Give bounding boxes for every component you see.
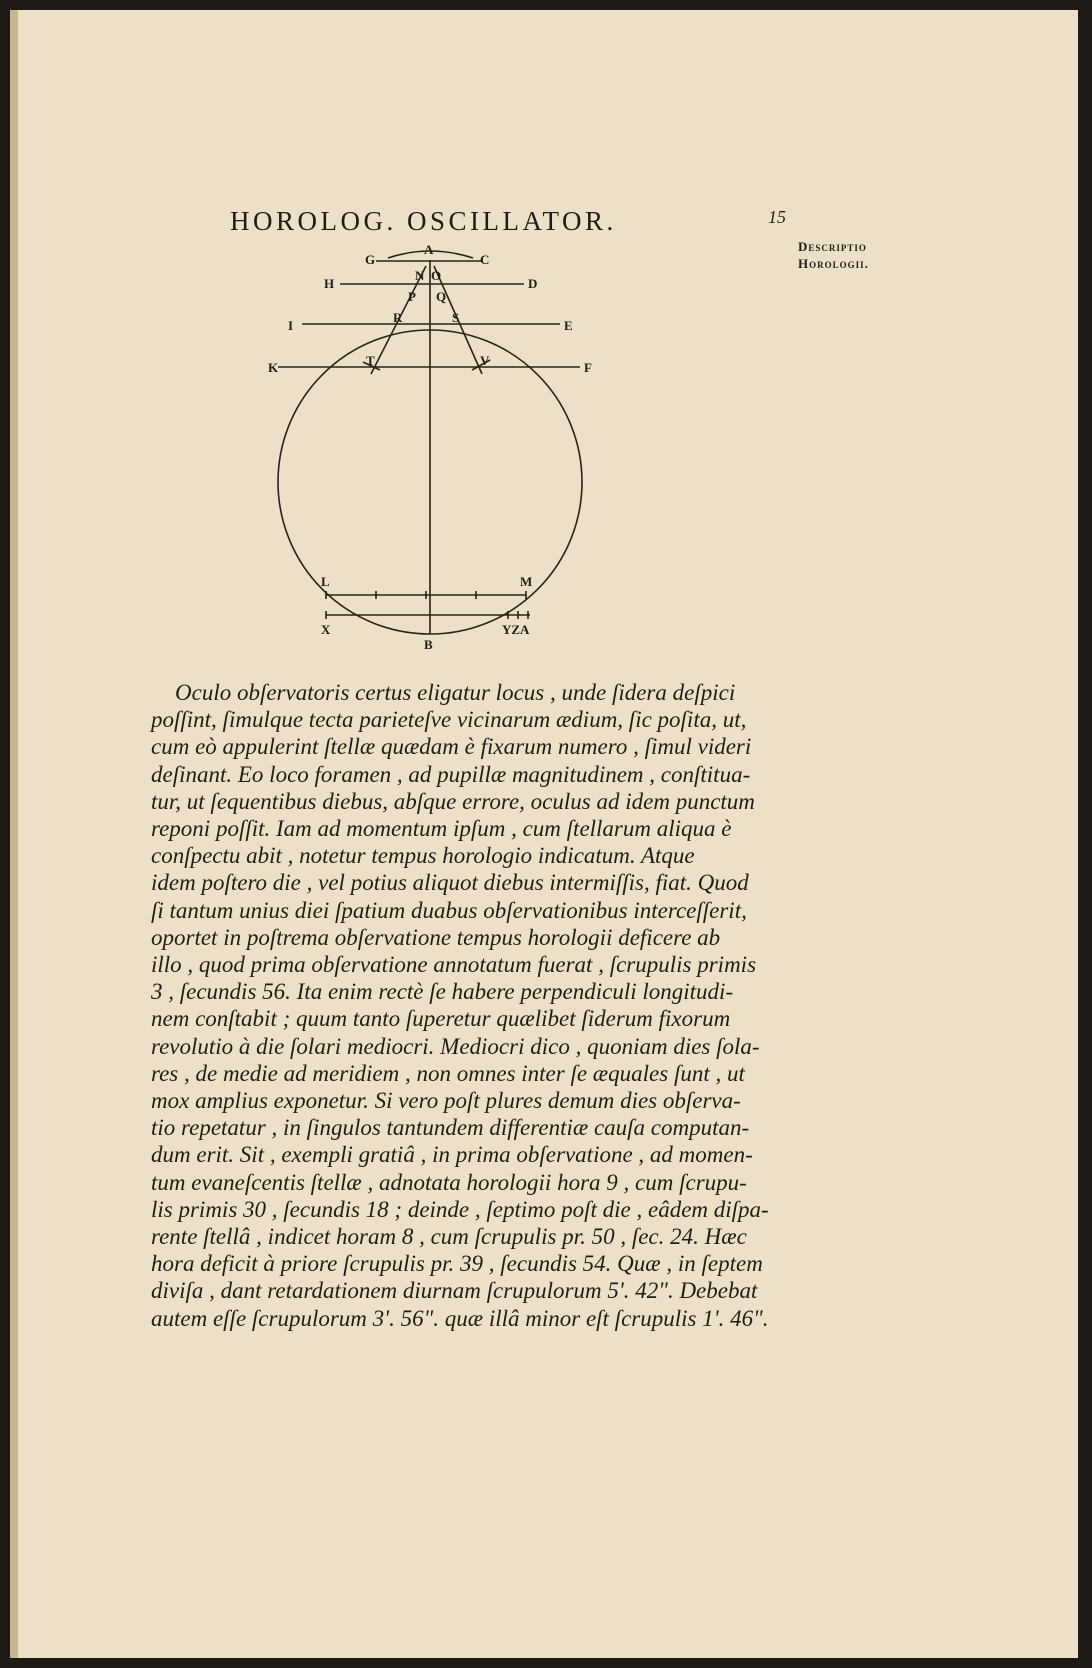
body-line-16: mox amplius exponetur. Si vero poſt plures demum dies obſerva- [151,1088,741,1114]
label-L: L [321,574,330,589]
label-B: B [424,637,433,652]
body-line-13: nem conſtabit ; quum tanto ſuperetur quælibet ſiderum fixorum [151,1006,731,1032]
body-line-7: conſpectu abit , notetur tempus horologio indicatum. Atque [151,843,695,869]
label-A: A [424,242,434,257]
pendulum-figure [268,242,648,672]
label-R: R [393,310,403,325]
label-T: T [366,353,375,368]
page-number: 15 [768,207,786,227]
body-line-10: oportet in poſtrema obſervatione tempus horologii deficere ab [151,924,721,950]
body-line-11: illo , quod prima obſervatione annotatum fuerat , ſcrupulis primis [151,952,757,978]
body-line-2: poſſint, ſimulque tecta parieteſve vicinarum ædium, ſic poſita, ut, [151,707,747,733]
label-G: G [365,252,376,267]
label-M: M [520,574,533,589]
body-text [151,679,811,1332]
margin-note-line-1: Descriptio [798,239,867,254]
body-line-8: idem poſtero die , vel potius aliquot diebus intermiſſis, fiat. Quod [151,870,749,896]
body-line-24: autem eſſe ſcrupulorum 3'. 56". quæ illâ minor eſt ſcrupulis 1'. 46". [151,1305,769,1331]
label-H: H [324,276,335,291]
running-title: HOROLOG. OSCILLATOR. [230,206,617,236]
body-line-14: revolutio à die ſolari mediocri. Mediocri dico , quoniam dies ſola- [151,1033,760,1059]
body-line-9: ſi tantum unius diei ſpatium duabus obſervationibus interceſſerit, [151,897,747,923]
label-I: I [288,318,294,333]
label-E: E [564,318,573,333]
label-S: S [452,310,460,325]
label-YZA: YZA [502,622,530,637]
body-line-4: deſinant. Eo loco foramen , ad pupillæ magnitudinem , conſtitua- [151,761,751,787]
figure-svg [268,242,648,672]
book-page [10,10,1078,1658]
body-line-22: hora deficit à priore ſcrupulis pr. 39 , ſecundis 54. Quæ , in ſeptem [151,1251,763,1277]
label-X: X [321,622,331,637]
body-line-5: tur, ut ſequentibus diebus, abſque errore, oculus ad idem punctum [151,788,755,814]
margin-note-line-2: Horologii. [798,256,869,271]
label-C: C [480,252,490,267]
body-line-23: diviſa , dant retardationem diurnam ſcrupulorum 5'. 42". Debebat [151,1278,758,1304]
margin-note [798,238,869,272]
label-Q: Q [436,289,447,304]
body-line-12: 3 , ſecundis 56. Ita enim rectè ſe habere perpendiculi longitudi- [151,979,734,1005]
label-N: N [415,268,425,283]
body-line-21: rente ſtellâ , indicet horam 8 , cum ſcrupulis pr. 50 , ſec. 24. Hæc [151,1224,747,1250]
body-line-18: dum erit. Sit , exempli gratiâ , in prima obſervatione , ad momen- [151,1142,753,1168]
body-line-17: tio repetatur , in ſingulos tantundem differentiæ cauſa computan- [151,1115,750,1141]
body-line-1: Oculo obſervatoris certus eligatur locus , unde ſidera deſpici [175,680,736,705]
body-line-3: cum eò appulerint ſtellæ quædam è fixarum numero , ſimul videri [151,734,752,760]
label-O: O [431,268,442,283]
body-line-15: res , de medie ad meridiem , non omnes inter ſe æquales ſunt , ut [151,1060,745,1086]
label-K: K [268,360,279,375]
label-V: V [480,353,490,368]
label-F: F [584,360,592,375]
body-line-19: tum evaneſcentis ſtellæ , adnotata horologii hora 9 , cum ſcrupu- [151,1169,747,1195]
label-D: D [528,276,538,291]
body-line-20: lis primis 30 , ſecundis 18 ; deinde , ſeptimo poſt die , eâdem diſpa- [151,1196,769,1222]
label-P: P [408,289,416,304]
body-line-6: reponi poſſit. Iam ad momentum ipſum , cum ſtellarum aliqua è [151,816,732,842]
